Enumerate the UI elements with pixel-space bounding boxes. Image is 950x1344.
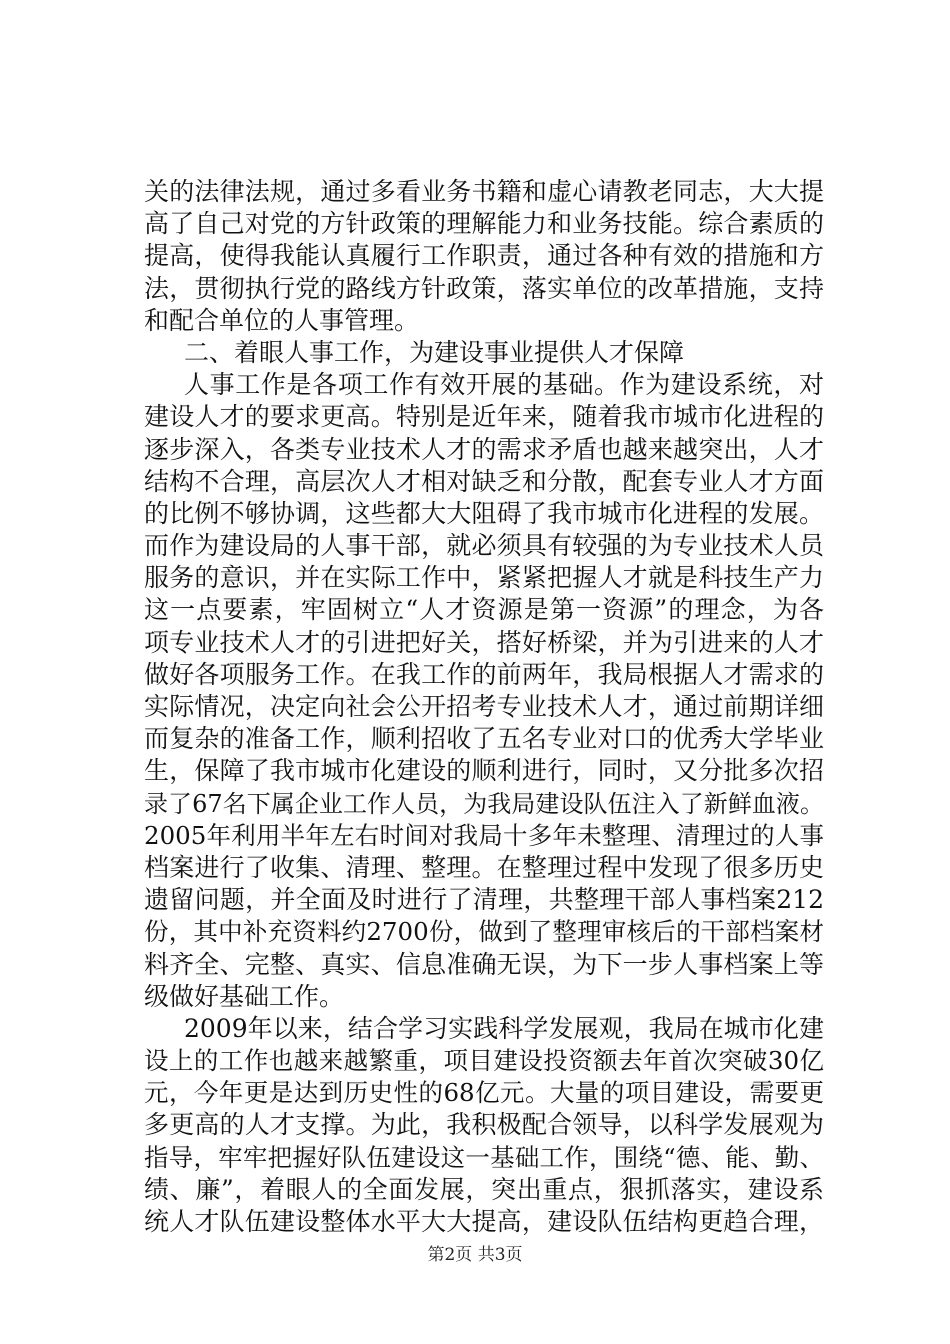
text-line: 高了自己对党的方针政策的理解能力和业务技能。综合素质的 (144, 209, 824, 239)
document-body (144, 176, 824, 1238)
text-line: 料齐全、完整、真实、信息准确无误，为下一步人事档案上等 (144, 949, 824, 979)
text-line: 绩、廉”，着眼人的全面发展，突出重点，狠抓落实，建设系 (144, 1174, 824, 1204)
text-line: 的比例不够协调，这些都大大阻碍了我市城市化进程的发展。 (144, 498, 824, 528)
text-line: 逐步深入，各类专业技术人才的需求矛盾也越来越突出，人才 (144, 434, 824, 464)
text-line: 关的法律法规，通过多看业务书籍和虚心请教老同志，大大提 (144, 177, 824, 206)
text-line: 而复杂的准备工作，顺利招收了五名专业对口的优秀大学毕业 (144, 724, 824, 754)
text-line: 而作为建设局的人事干部，就必须具有较强的为专业技术人员 (144, 531, 824, 561)
text-line: 元，今年更是达到历史性的68亿元。大量的项目建设，需要更 (144, 1078, 824, 1108)
text-line: 级做好基础工作。 (144, 981, 345, 1011)
text-line: 项专业技术人才的引进把好关，搭好桥梁，并为引进来的人才 (144, 627, 824, 657)
text-line: 份，其中补充资料约2700份，做到了整理审核后的干部档案材 (144, 917, 824, 947)
text-line: 统人才队伍建设整体水平大大提高，建设队伍结构更趋合理， (144, 1207, 824, 1236)
text-line: 做好各项服务工作。在我工作的前两年，我局根据人才需求的 (144, 659, 824, 689)
text-line: 2009年以来，结合学习实践科学发展观，我局在城市化建 (184, 1013, 824, 1043)
text-line: 录了67名下属企业工作人员，为我局建设队伍注入了新鲜血液。 (144, 789, 824, 818)
text-line: 实际情况，决定向社会公开招考专业技术人才，通过前期详细 (144, 692, 824, 721)
text-line: 指导，牢牢把握好队伍建设这一基础工作，围绕“德、能、勤、 (144, 1142, 824, 1172)
text-line: 建设人才的要求更高。特别是近年来，随着我市城市化进程的 (144, 402, 824, 432)
text-line: 服务的意识，并在实际工作中，紧紧把握人才就是科技生产力 (144, 563, 824, 593)
page-footer: 第2页 共3页 (427, 1245, 523, 1265)
text-line: 结构不合理，高层次人才相对缺乏和分散，配套专业人才方面 (144, 466, 824, 496)
text-line: 和配合单位的人事管理。 (144, 305, 420, 335)
text-line: 生，保障了我市城市化建设的顺利进行，同时，又分批多次招 (144, 756, 824, 786)
text-line: 档案进行了收集、清理、整理。在整理过程中发现了很多历史 (144, 852, 824, 882)
text-line: 遗留问题，并全面及时进行了清理，共整理干部人事档案212 (144, 885, 824, 915)
text-line: 设上的工作也越来越繁重，项目建设投资额去年首次突破30亿 (144, 1046, 824, 1076)
text-line: 二、着眼人事工作，为建设事业提供人才保障 (184, 337, 685, 367)
text-line: 提高，使得我能认真履行工作职责，通过各种有效的措施和方 (144, 241, 824, 271)
text-line: 人事工作是各项工作有效开展的基础。作为建设系统，对 (184, 370, 824, 400)
text-line: 2005年利用半年左右时间对我局十多年未整理、清理过的人事 (144, 820, 824, 850)
text-line: 多更高的人才支撑。为此，我积极配合领导，以科学发展观为 (144, 1110, 824, 1140)
text-line: 法，贯彻执行党的路线方针政策，落实单位的改革措施，支持 (144, 273, 824, 303)
text-line: 这一点要素，牢固树立“人才资源是第一资源”的理念，为各 (144, 595, 824, 625)
